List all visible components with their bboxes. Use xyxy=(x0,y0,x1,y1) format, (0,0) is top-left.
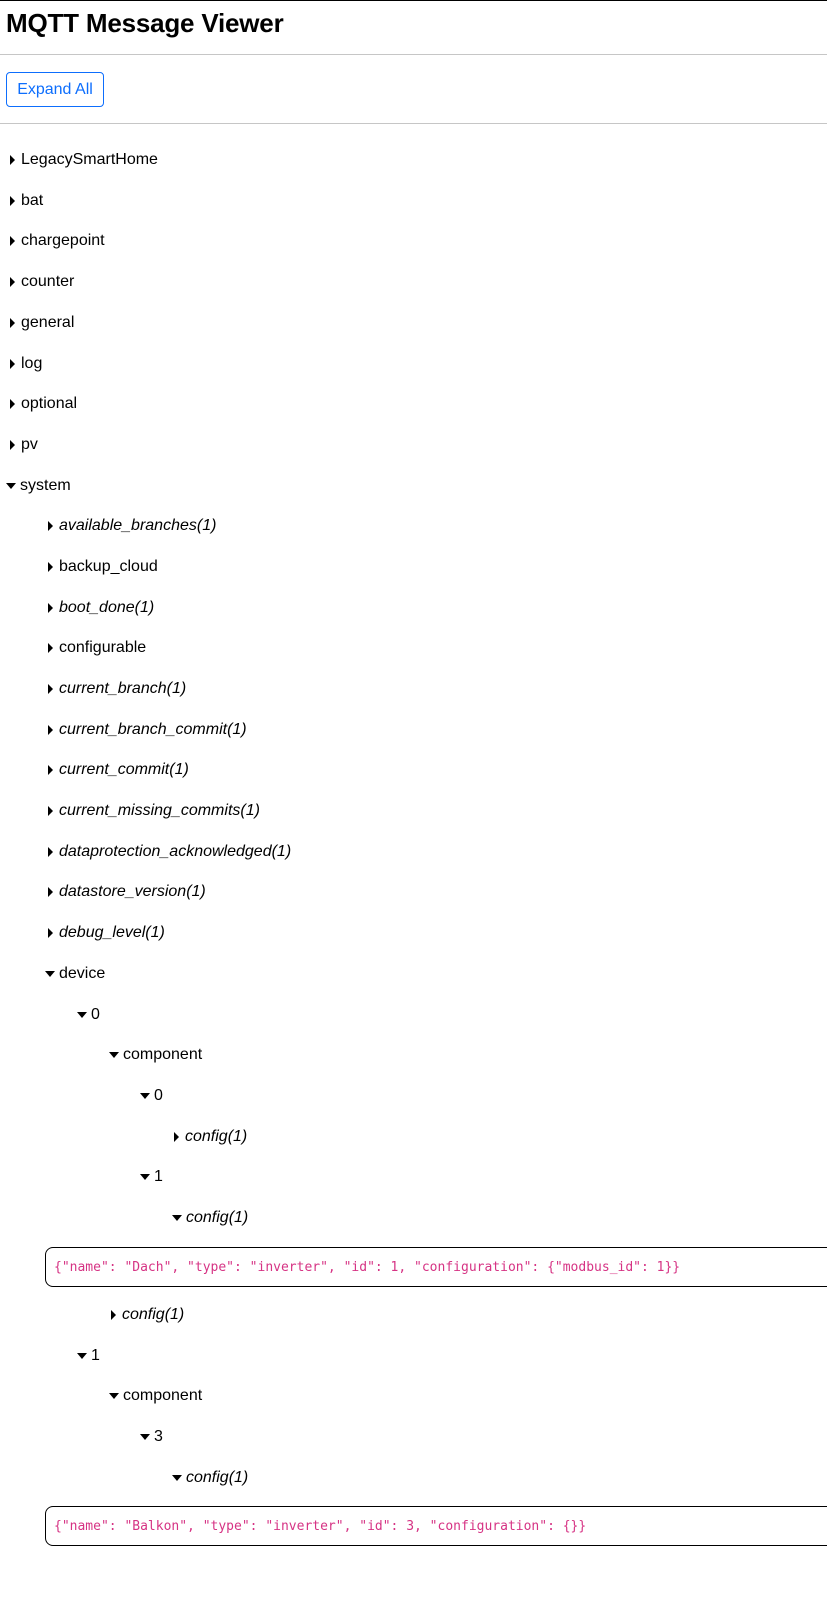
caret-down-icon[interactable] xyxy=(77,1012,87,1018)
tree-node-label: general xyxy=(21,314,75,331)
caret-right-icon[interactable] xyxy=(10,318,15,328)
page-title: MQTT Message Viewer xyxy=(6,8,284,38)
tree-node[interactable] xyxy=(140,1084,163,1108)
caret-right-icon[interactable] xyxy=(48,887,53,897)
tree-node-label: config(1) xyxy=(186,1469,249,1486)
expand-all-button[interactable]: Expand All xyxy=(6,72,104,107)
tree-node[interactable] xyxy=(8,229,105,253)
tree-node[interactable] xyxy=(172,1466,248,1490)
tree-node[interactable] xyxy=(46,636,146,660)
caret-down-icon[interactable] xyxy=(109,1052,119,1058)
tree-node-label: log xyxy=(21,355,43,372)
tree-node-label: system xyxy=(20,477,71,494)
tree-node[interactable] xyxy=(46,514,216,538)
tree-node-label: current_branch_commit(1) xyxy=(59,721,247,738)
tree-node-label: 1 xyxy=(154,1168,163,1185)
tree-node-label: current_branch(1) xyxy=(59,680,187,697)
caret-right-icon[interactable] xyxy=(174,1132,179,1142)
tree-node[interactable] xyxy=(77,1344,100,1368)
caret-right-icon[interactable] xyxy=(111,1310,116,1320)
tree-node[interactable] xyxy=(46,718,247,742)
caret-down-icon[interactable] xyxy=(109,1393,119,1399)
caret-right-icon[interactable] xyxy=(10,277,15,287)
tree-node-label: bat xyxy=(21,192,44,209)
tree-node[interactable] xyxy=(77,1003,100,1027)
tree-node-label: config(1) xyxy=(186,1209,249,1226)
tree-node-label: 0 xyxy=(91,1006,100,1023)
message-payload: {"name": "Dach", "type": "inverter", "id": 1, "configuration": {"modbus_id": 1}} xyxy=(45,1247,827,1287)
tree-node-label: debug_level(1) xyxy=(59,924,165,941)
caret-down-icon[interactable] xyxy=(140,1174,150,1180)
tree-node[interactable] xyxy=(109,1303,184,1327)
tree-node-label: component xyxy=(123,1387,203,1404)
caret-right-icon[interactable] xyxy=(10,399,15,409)
caret-right-icon[interactable] xyxy=(48,928,53,938)
tree-node[interactable] xyxy=(8,433,38,457)
tree-node[interactable] xyxy=(46,840,291,864)
caret-down-icon[interactable] xyxy=(172,1215,182,1221)
caret-down-icon[interactable] xyxy=(77,1353,87,1359)
tree-node-label: backup_cloud xyxy=(59,558,158,575)
tree-node-label: device xyxy=(59,965,106,982)
tree-node[interactable] xyxy=(140,1165,163,1189)
caret-down-icon[interactable] xyxy=(140,1093,150,1099)
tree-node-label: pv xyxy=(21,436,38,453)
caret-down-icon[interactable] xyxy=(140,1434,150,1440)
caret-right-icon[interactable] xyxy=(10,236,15,246)
tree-node[interactable] xyxy=(8,392,77,416)
tree-node[interactable] xyxy=(46,596,154,620)
tree-node[interactable] xyxy=(8,352,42,376)
tree-node-label: chargepoint xyxy=(21,232,105,249)
tree-node[interactable] xyxy=(46,555,158,579)
tree-node-label: LegacySmartHome xyxy=(21,151,158,168)
caret-right-icon[interactable] xyxy=(48,643,53,653)
tree-node-label: available_branches(1) xyxy=(59,517,217,534)
tree-node[interactable] xyxy=(6,474,71,498)
tree-node[interactable] xyxy=(46,677,186,701)
caret-right-icon[interactable] xyxy=(48,562,53,572)
tree-node[interactable] xyxy=(46,799,260,823)
tree-node[interactable] xyxy=(45,962,105,986)
tree-node-label: boot_done(1) xyxy=(59,599,155,616)
tree-node-label: config(1) xyxy=(122,1306,185,1323)
caret-right-icon[interactable] xyxy=(48,847,53,857)
caret-right-icon[interactable] xyxy=(48,521,53,531)
tree-node[interactable] xyxy=(172,1206,248,1230)
tree-node-label: component xyxy=(123,1046,203,1063)
tree-node[interactable] xyxy=(109,1043,202,1067)
caret-right-icon[interactable] xyxy=(10,155,15,165)
caret-right-icon[interactable] xyxy=(10,359,15,369)
caret-right-icon[interactable] xyxy=(48,806,53,816)
tree-node[interactable] xyxy=(140,1425,163,1449)
tree-node[interactable] xyxy=(172,1125,247,1149)
toolbar-divider xyxy=(0,123,827,124)
tree-node[interactable] xyxy=(46,758,189,782)
tree-node[interactable] xyxy=(109,1384,202,1408)
caret-right-icon[interactable] xyxy=(48,725,53,735)
caret-down-icon[interactable] xyxy=(45,971,55,977)
caret-right-icon[interactable] xyxy=(48,603,53,613)
caret-right-icon[interactable] xyxy=(10,440,15,450)
tree-node-label: datastore_version(1) xyxy=(59,883,206,900)
tree-node[interactable] xyxy=(8,270,74,294)
header-divider xyxy=(0,54,827,55)
caret-right-icon[interactable] xyxy=(10,196,15,206)
tree-node[interactable] xyxy=(46,921,165,945)
tree-node-label: 3 xyxy=(154,1428,163,1445)
tree-node-label: 0 xyxy=(154,1087,163,1104)
tree-node-label: 1 xyxy=(91,1347,100,1364)
caret-right-icon[interactable] xyxy=(48,684,53,694)
tree-node-label: configurable xyxy=(59,639,147,656)
tree-node-label: config(1) xyxy=(185,1128,248,1145)
tree-node-label: current_missing_commits(1) xyxy=(59,802,260,819)
tree-node[interactable] xyxy=(46,880,206,904)
tree-node-label: optional xyxy=(21,395,78,412)
tree-node-label: dataprotection_acknowledged(1) xyxy=(59,843,292,860)
tree-node[interactable] xyxy=(8,148,158,172)
caret-right-icon[interactable] xyxy=(48,765,53,775)
caret-down-icon[interactable] xyxy=(6,483,16,489)
tree-node[interactable] xyxy=(8,311,74,335)
tree-node[interactable] xyxy=(8,189,43,213)
caret-down-icon[interactable] xyxy=(172,1475,182,1481)
tree-node-label: current_commit(1) xyxy=(59,761,189,778)
message-payload: {"name": "Balkon", "type": "inverter", "id": 3, "configuration": {}} xyxy=(45,1506,827,1546)
tree-node-label: counter xyxy=(21,273,75,290)
